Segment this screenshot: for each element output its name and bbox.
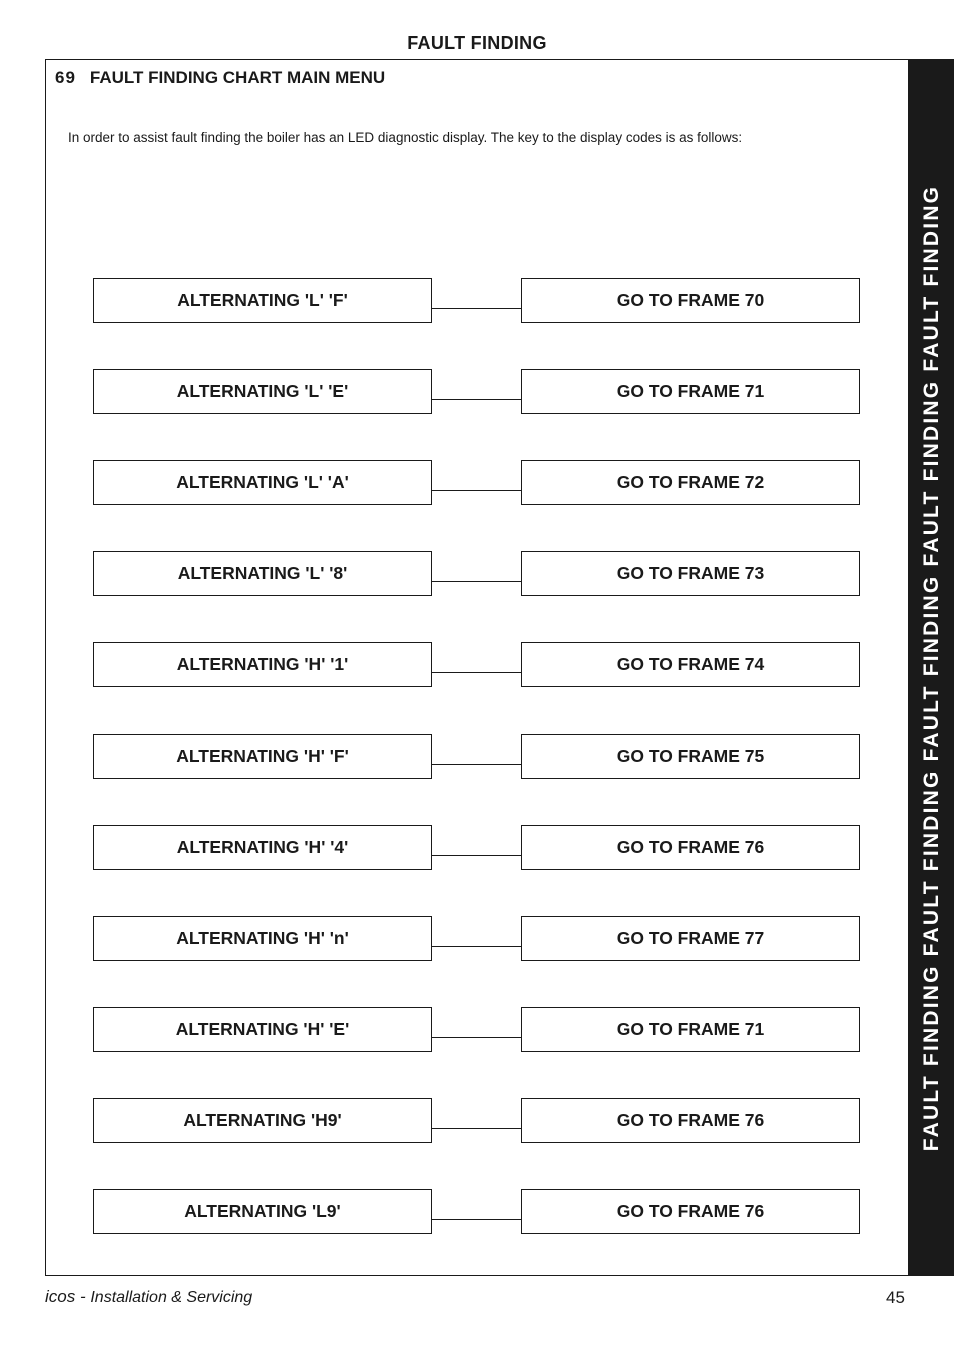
go-to-frame-box: GO TO FRAME 76: [521, 1098, 860, 1143]
connector-line: [432, 399, 521, 400]
go-to-frame-box: GO TO FRAME 71: [521, 1007, 860, 1052]
connector-line: [432, 946, 521, 947]
go-to-frame-box: GO TO FRAME 71: [521, 369, 860, 414]
footer-brand: icos: [45, 1287, 76, 1306]
connector-line: [432, 490, 521, 491]
fault-code-box: ALTERNATING 'L' '8': [93, 551, 432, 596]
connector-line: [432, 672, 521, 673]
fault-code-box: ALTERNATING 'H' '1': [93, 642, 432, 687]
fault-code-box: ALTERNATING 'H9': [93, 1098, 432, 1143]
section-number: 69: [55, 68, 76, 87]
fault-code-box: ALTERNATING 'H' 'F': [93, 734, 432, 779]
fault-code-box: ALTERNATING 'L' 'F': [93, 278, 432, 323]
fault-code-box: ALTERNATING 'H' '4': [93, 825, 432, 870]
connector-line: [432, 1219, 521, 1220]
fault-code-box: ALTERNATING 'L' 'A': [93, 460, 432, 505]
go-to-frame-box: GO TO FRAME 73: [521, 551, 860, 596]
fault-code-box: ALTERNATING 'H' 'n': [93, 916, 432, 961]
page-header: FAULT FINDING: [407, 33, 547, 53]
connector-line: [432, 1128, 521, 1129]
intro-text: In order to assist fault finding the boiler has an LED diagnostic display. The key to the display codes is as follows:: [68, 130, 743, 145]
fault-code-box: ALTERNATING 'L9': [93, 1189, 432, 1234]
go-to-frame-box: GO TO FRAME 77: [521, 916, 860, 961]
go-to-frame-box: GO TO FRAME 70: [521, 278, 860, 323]
go-to-frame-box: GO TO FRAME 75: [521, 734, 860, 779]
side-tab: [909, 59, 954, 1276]
connector-line: [432, 855, 521, 856]
footer-separator: -: [75, 1287, 91, 1306]
connector-line: [432, 764, 521, 765]
go-to-frame-box: GO TO FRAME 74: [521, 642, 860, 687]
page-number: 45: [886, 1288, 905, 1307]
section-title: [55, 68, 385, 88]
fault-code-box: ALTERNATING 'L' 'E': [93, 369, 432, 414]
section-title-text: FAULT FINDING CHART MAIN MENU: [89, 68, 386, 87]
go-to-frame-box: GO TO FRAME 76: [521, 825, 860, 870]
connector-line: [432, 581, 521, 582]
side-tab-text: FAULT FINDING FAULT FINDING FAULT FINDING FAULT FINDING FAULT FINDING: [919, 184, 943, 1151]
connector-line: [432, 308, 521, 309]
go-to-frame-box: GO TO FRAME 72: [521, 460, 860, 505]
connector-line: [432, 1037, 521, 1038]
footer-title: [45, 1287, 252, 1307]
go-to-frame-box: GO TO FRAME 76: [521, 1189, 860, 1234]
footer-subtitle: Installation & Servicing: [90, 1289, 253, 1306]
fault-code-box: ALTERNATING 'H' 'E': [93, 1007, 432, 1052]
